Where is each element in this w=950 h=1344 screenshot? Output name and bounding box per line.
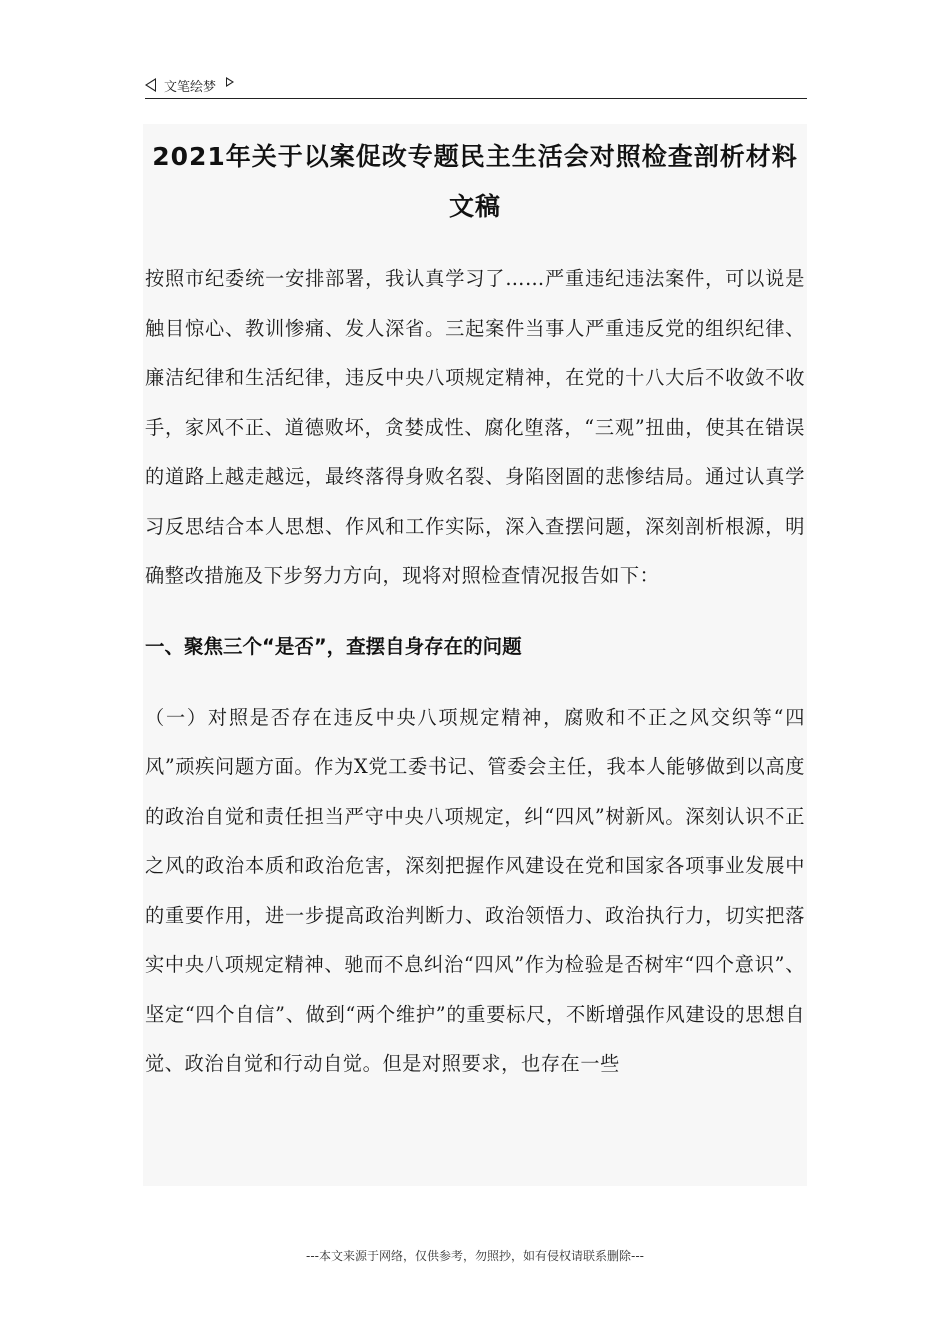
body-paragraph: （一）对照是否存在违反中央八项规定精神，腐败和不正之风交织等“四风”顽疾问题方面。作为X党工委书记、管委会主任，我本人能够做到以高度的政治自觉和责任担当严守中央八项规定，纠“四风”树新风。深刻认识不正之风的政治本质和政治危害，深刻把握作风建设在党和国家各项事业发展中的重要作用，进一步提高政治判断力、政治领悟力、政治执行力，切实把落实中央八项规定精神、驰而不息纠治“四风”作为检验是否树牢“四个意识”、坚定“四个自信”、做到“两个维护”的重要标尺，不断增强作风建设的思想自觉、政治自觉和行动自觉。但是对照要求，也存在一些 xyxy=(145,705,805,1075)
document-title: 2021年关于以案促改专题民主生活会对照检查剖析材料文稿 xyxy=(152,142,798,221)
document-body xyxy=(143,124,807,1186)
triangle-right-icon xyxy=(226,77,234,87)
intro-paragraph: 按照市纪委统一安排部署，我认真学习了……严重违纪违法案件，可以说是触目惊心、教训惨痛、发人深省。三起案件当事人严重违反党的组织纪律、廉洁纪律和生活纪律，违反中央八项规定精神，在党的十八大后不收敛不收手，家风不正、道德败坏，贪婪成性、腐化堕落，“三观”扭曲，使其在错误的道路上越走越远，最终落得身败名裂、身陷囹圄的悲惨结局。通过认真学习反思结合本人思想、作风和工作实际，深入查摆问题，深刻剖析根源，明确整改措施及下步努力方向，现将对照检查情况报告如下： xyxy=(145,267,805,587)
footer-notice: ---本文来源于网络，仅供参考，勿照抄，如有侵权请联系删除--- xyxy=(306,1249,644,1263)
triangle-left-icon xyxy=(145,78,156,92)
header-label: 文笔绘梦 xyxy=(164,79,217,95)
section-heading: 一、聚焦三个“是否”，查摆自身存在的问题 xyxy=(145,634,522,658)
page-header xyxy=(145,72,807,99)
